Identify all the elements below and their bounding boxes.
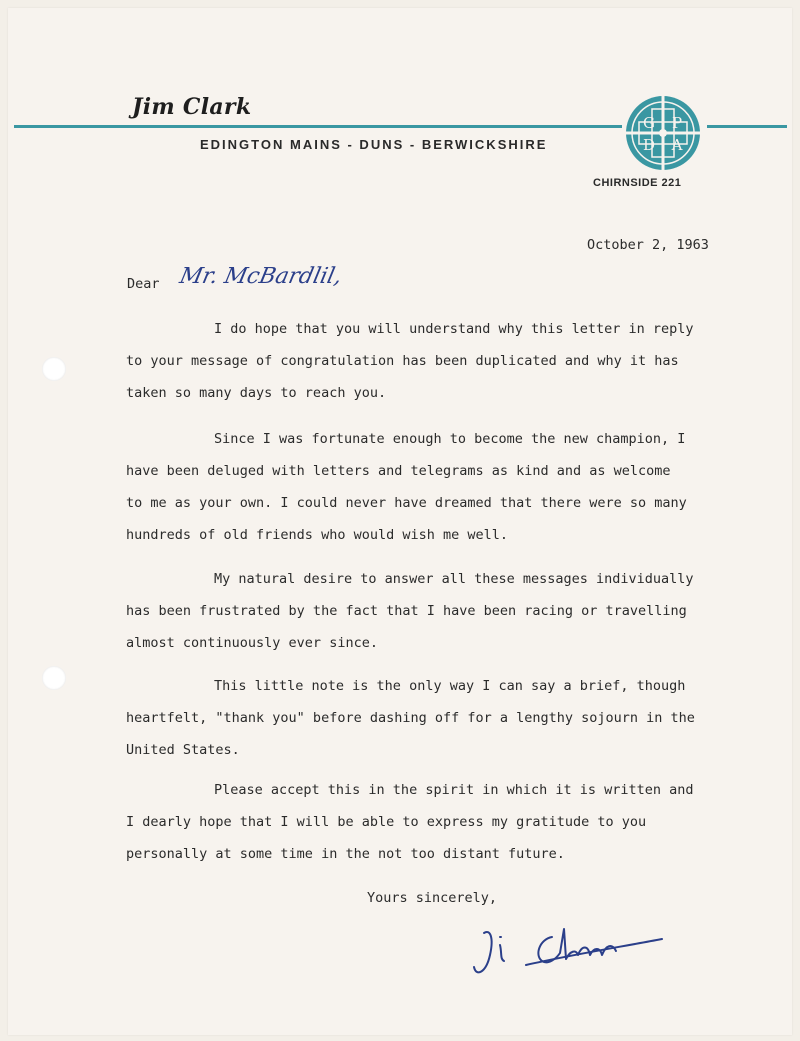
logo-letter-a: A (671, 136, 683, 154)
letter-line: to your message of congratulation has been duplicated and why it has (126, 353, 679, 369)
letter-line: to me as your own. I could never have dreamed that there were so many (126, 495, 687, 511)
letter-paragraph-1 (126, 313, 726, 409)
letter-line: I dearly hope that I will be able to express my gratitude to you (126, 814, 647, 830)
logo-letter-d: D (642, 136, 656, 154)
letter-paragraph-3 (126, 563, 726, 659)
letter-line: United States. (126, 742, 240, 758)
letterhead-phone: CHIRNSIDE 221 (593, 177, 682, 189)
letter-line: taken so many days to reach you. (126, 385, 387, 401)
letter-line: has been frustrated by the fact that I have been racing or travelling (126, 603, 687, 619)
logo-letter-g: G (643, 114, 655, 132)
letter-line: This little note is the only way I can say a brief, though (214, 678, 686, 694)
letter-line: hundreds of old friends who would wish me well. (126, 527, 509, 543)
letter-line: personally at some time in the not too distant future. (126, 846, 565, 862)
letter-paragraph-2 (126, 423, 726, 551)
letterhead-address: EDINGTON MAINS - DUNS - BERWICKSHIRE (200, 137, 548, 152)
salutation: Dear (127, 276, 160, 292)
letter-line: heartfelt, "thank you" before dashing off for a lengthy sojourn in the (126, 710, 695, 726)
letter-line: almost continuously ever since. (126, 635, 378, 651)
logo-letter-p: P (671, 114, 683, 132)
letterhead-name: Jim Clark (132, 94, 252, 120)
letter-line: Please accept this in the spirit in which it is written and (214, 782, 694, 798)
punch-hole-bottom (42, 666, 66, 690)
letter-paragraph-5 (126, 774, 726, 870)
gpda-logo (624, 94, 702, 172)
letter-line: Since I was fortunate enough to become the new champion, I (214, 431, 686, 447)
letter-date: October 2, 1963 (587, 237, 709, 253)
letter-line: have been deluged with letters and telegrams as kind and as welcome (126, 463, 671, 479)
handwritten-signature (470, 915, 670, 985)
letterhead-rule-right (707, 125, 787, 128)
punch-hole-top (42, 357, 66, 381)
handwritten-addressee: Mr. McBardlil, (177, 264, 345, 289)
closing: Yours sincerely, (367, 890, 498, 906)
letter-line: I do hope that you will understand why this letter in reply (214, 321, 694, 337)
letterhead-rule-left (14, 125, 622, 128)
letter-line: My natural desire to answer all these messages individually (214, 571, 694, 587)
letter-paragraph-4 (126, 670, 726, 766)
